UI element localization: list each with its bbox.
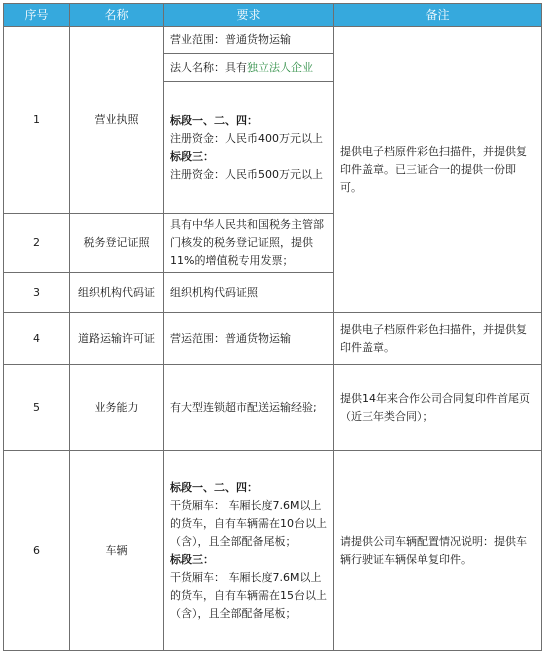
header-requirement: 要求 [164,4,334,27]
requirement-vehicles [164,451,334,651]
segment-text: 注册资金：人民币400万元以上 [170,131,323,145]
row-name: 税务登记证照 [70,214,164,273]
segment-text: 注册资金：人民币500万元以上 [170,167,323,181]
row-note: 提供电子档原件彩色扫描件，并提供复印件盖章。 [334,313,542,365]
row-no: 4 [4,313,70,365]
table-row [4,451,542,651]
requirement-text: 组织机构代码证照 [164,273,334,313]
requirement-legal [164,54,334,82]
row-no: 2 [4,214,70,273]
requirements-table [3,3,542,651]
requirement-capital [164,82,334,214]
row-no: 5 [4,365,70,451]
table-row [4,313,542,365]
segment-title: 标段三： [170,149,214,163]
header-note: 备注 [334,4,542,27]
row-note: 提供14年来合作公司合同复印件首尾页（近三年类合同）； [334,365,542,451]
table-row [4,27,542,54]
table-row [4,365,542,451]
row-name: 道路运输许可证 [70,313,164,365]
row-no: 3 [4,273,70,313]
row-name: 组织机构代码证 [70,273,164,313]
segment-title: 标段一、二、四： [170,480,258,494]
requirement-text: 具有中华人民共和国税务主管部门核发的税务登记证照，提供11%的增值税专用发票； [164,214,334,273]
row-name: 营业执照 [70,27,164,214]
legal-prefix: 法人名称：具有 [170,60,247,74]
row-name: 车辆 [70,451,164,651]
row-note: 提供电子档原件彩色扫描件，并提供复印件盖章。已三证合一的提供一份即可。 [334,27,542,313]
requirement-scope: 营业范围：普通货物运输 [164,27,334,54]
segment-title: 标段一、二、四： [170,113,258,127]
segment-text: 干货厢车： 车厢长度7.6M以上的货车，自有车辆需在15台以上（含），且全部配备尾板； [170,570,327,620]
segment-title: 标段三： [170,552,214,566]
row-no: 6 [4,451,70,651]
header-row [4,4,542,27]
legal-highlight: 独立法人企业 [247,60,313,74]
requirement-text: 有大型连锁超市配送运输经验; [164,365,334,451]
header-no: 序号 [4,4,70,27]
row-no: 1 [4,27,70,214]
row-name: 业务能力 [70,365,164,451]
segment-text: 干货厢车： 车厢长度7.6M以上的货车，自有车辆需在10台以上（含），且全部配备尾板； [170,498,327,548]
header-name: 名称 [70,4,164,27]
requirement-text: 营运范围：普通货物运输 [164,313,334,365]
row-note: 请提供公司车辆配置情况说明：提供车辆行驶证车辆保单复印件。 [334,451,542,651]
